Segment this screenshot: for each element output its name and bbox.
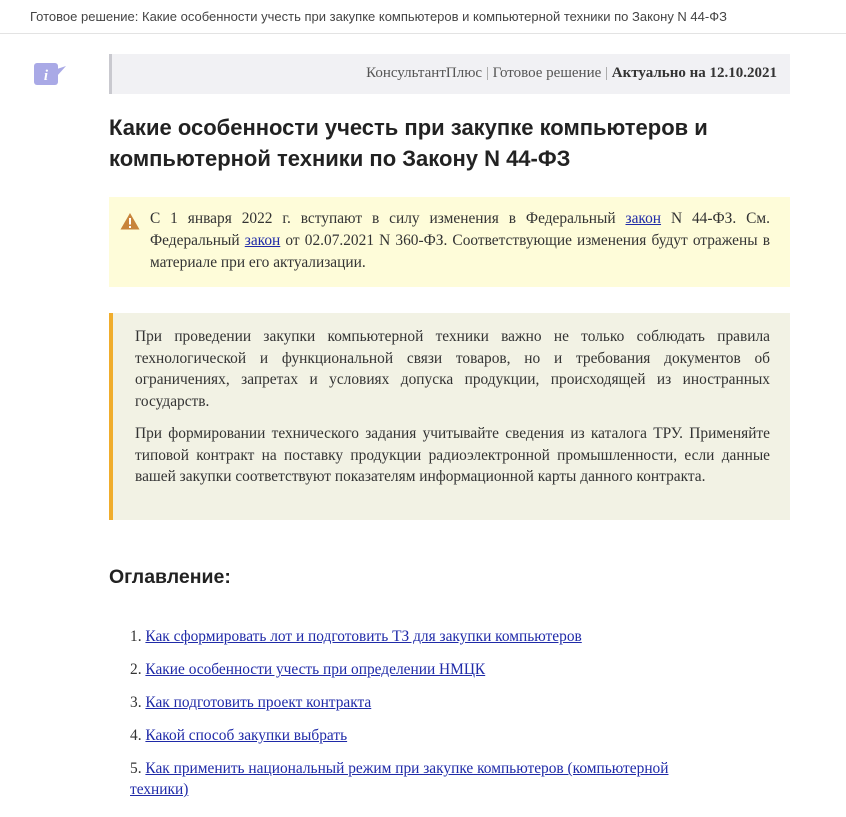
toc-item: [130, 659, 730, 680]
document-info-bar: [109, 54, 790, 94]
source-label: КонсультантПлюс: [366, 65, 483, 81]
warning-triangle-icon: [120, 212, 140, 230]
actual-date-label: Актуально на 12.10.2021: [611, 65, 777, 81]
toc-item: [130, 758, 730, 800]
toc-link[interactable]: Как применить национальный режим при закупке компьютеров (компьютерной техники): [130, 760, 669, 798]
info-icon[interactable]: [34, 63, 66, 87]
note-box: [109, 313, 790, 520]
document-title: Какие особенности учесть при закупке компьютеров и компьютерной техники по Закону N 44-ФЗ: [109, 115, 708, 171]
toc-item-number: 1.: [130, 628, 142, 645]
warning-text-2: N 44-ФЗ. См. Федеральный: [150, 210, 770, 249]
toc-heading: Оглавление:: [109, 566, 231, 588]
table-of-contents: [130, 626, 730, 812]
warning-text-3: от 02.07.2021 N 360-ФЗ. Соответствующие изменения будут отражены в материале при его актуализации.: [150, 232, 770, 271]
warning-box: [109, 197, 790, 287]
note-paragraph: При формировании технического задания учитывайте сведения из каталога ТРУ. Применяйте типовой контракт на поставку продукции радиоэлектронной промышленности, если данные вашей закупки соответствуют показателям информационной карты данного контракта.: [135, 425, 770, 485]
separator: |: [605, 65, 609, 81]
toc-item-number: 4.: [130, 727, 142, 744]
toc-item: [130, 692, 730, 713]
separator: |: [485, 65, 489, 81]
toc-link[interactable]: Какие особенности учесть при определении НМЦК: [145, 661, 486, 678]
toc-link[interactable]: Какой способ закупки выбрать: [145, 727, 348, 744]
toc-item-number: 3.: [130, 694, 142, 711]
toc-item: [130, 725, 730, 746]
doc-type-label: Готовое решение: [492, 65, 602, 81]
toc-link[interactable]: Как подготовить проект контракта: [145, 694, 372, 711]
warning-text-1: С 1 января 2022 г. вступают в силу изменения в Федеральный: [150, 210, 626, 227]
svg-text:i: i: [43, 68, 49, 84]
toc-item: [130, 626, 730, 647]
note-paragraph: При проведении закупки компьютерной техники важно не только соблюдать правила технологической и функциональной связи товаров, но и требования документов об ограничениях, запретах и условиях допуска продукции, происходящей из иностранных государств.: [135, 328, 770, 410]
law-link[interactable]: закон: [244, 232, 281, 249]
toc-item-number: 2.: [130, 661, 142, 678]
law-link[interactable]: закон: [625, 210, 662, 227]
window-title: Готовое решение: Какие особенности учесть при закупке компьютеров и компьютерной техники по Закону N 44-ФЗ: [0, 0, 846, 34]
toc-item-number: 5.: [130, 760, 142, 777]
toc-link[interactable]: Как сформировать лот и подготовить ТЗ для закупки компьютеров: [145, 628, 582, 645]
